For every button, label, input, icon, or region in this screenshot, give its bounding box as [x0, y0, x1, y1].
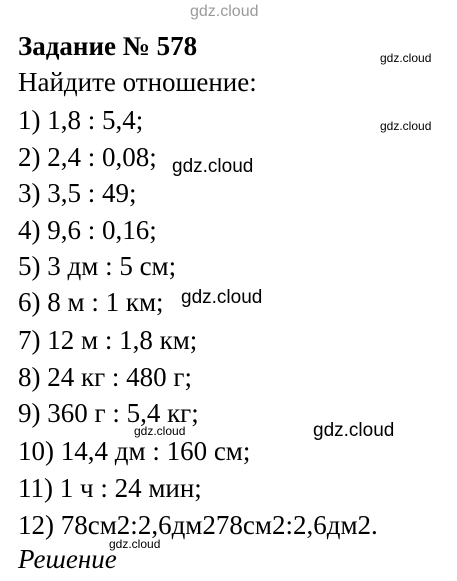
list-item-1: 1) 1,8 : 5,4; — [18, 105, 144, 135]
list-item-4: 4) 9,6 : 0,16; — [18, 215, 157, 245]
watermark-small: gdz.cloud — [380, 119, 432, 133]
watermark-small: gdz.cloud — [109, 537, 161, 551]
watermark-large: gdz.cloud — [181, 287, 263, 308]
list-item-7: 7) 12 м : 1,8 км; — [18, 325, 198, 355]
watermark-small: gdz.cloud — [380, 51, 432, 65]
task-instruction: Найдите отношение: — [18, 67, 257, 97]
list-item-3: 3) 3,5 : 49; — [18, 178, 137, 208]
task-title: Задание № 578 — [18, 31, 198, 61]
list-item-8: 8) 24 кг : 480 г; — [18, 362, 193, 392]
list-item-6: 6) 8 м : 1 км; — [18, 287, 164, 317]
watermark-large: gdz.cloud — [313, 420, 395, 441]
list-item-10: 10) 14,4 дм : 160 см; — [18, 436, 251, 466]
list-item-2: 2) 2,4 : 0,08; — [18, 142, 157, 172]
list-item-5: 5) 3 дм : 5 см; — [18, 251, 177, 281]
list-item-12: 12) 78см2:2,6дм278см2:2,6дм2. — [18, 510, 378, 540]
list-item-11: 11) 1 ч : 24 мин; — [18, 473, 202, 503]
watermark-top: gdz.cloud — [190, 3, 259, 20]
watermark-small: gdz.cloud — [134, 424, 186, 438]
solution-label: Решение — [18, 544, 117, 574]
watermark-large: gdz.cloud — [172, 156, 254, 177]
list-item-9: 9) 360 г : 5,4 кг; — [18, 398, 199, 428]
